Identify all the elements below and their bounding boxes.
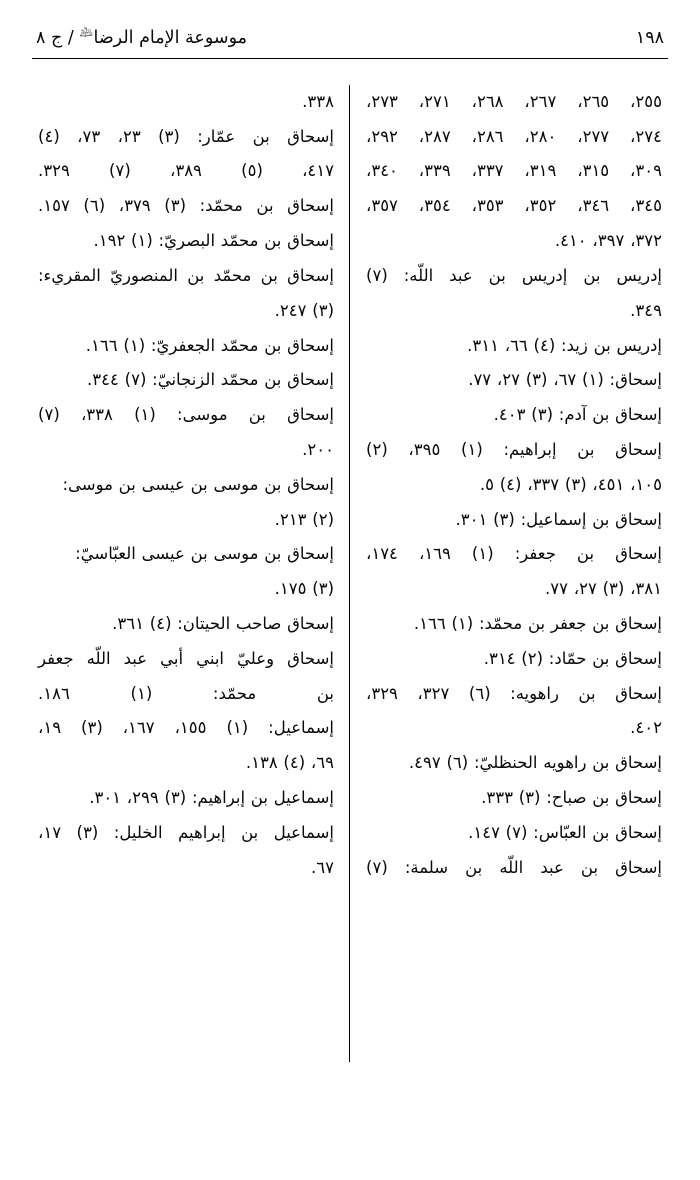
index-entry: إسحاق بن موسى بن عيسى العبّاسيّ: <box>75 544 334 564</box>
index-entry: إسحاق بن عبد اللّه بن سلمة: (٧) <box>366 857 662 877</box>
index-entry: ٣٨١، (٣) ٢٧، ٧٧. <box>545 579 662 599</box>
index-entry: إسحاق بن محمّد بن المنصوريّ المقريء: <box>38 265 334 285</box>
index-entry: إسحاق بن محمّد الزنجانيّ: (٧) ٣٤٤. <box>87 370 334 390</box>
index-entry: إسحاق بن صباح: (٣) ٣٣٣. <box>481 788 662 808</box>
index-entry: إسحاق بن آدم: (٣) ٤٠٣. <box>493 405 662 425</box>
index-entry: إسحاق بن محمّد: (٣) ٣٧٩، (٦) ١٥٧. <box>38 196 335 216</box>
index-body <box>28 85 672 1180</box>
index-entry: ٦٩، (٤) ١٣٨. <box>245 753 334 773</box>
index-entry-text: بن محمّد: (١) ١٨٦. <box>38 683 334 703</box>
index-entry: ٦٧. <box>311 857 334 877</box>
index-entry: إسماعيل بن إبراهيم الخليل: (٣) ١٧، <box>38 822 335 842</box>
index-entry: إسحاق بن جعفر بن محمّد: (١) ١٦٦. <box>413 614 662 634</box>
index-entry: ٤١٧، (٥) ٣٨٩، (٧) ٣٢٩. <box>38 161 334 181</box>
index-entry: إسحاق بن محمّد البصريّ: (١) ١٩٢. <box>93 231 334 251</box>
index-entry: إسحاق وعليّ ابني أبي عبد اللّه جعفر <box>38 648 334 668</box>
index-entry: ٣٣٨. <box>302 91 334 111</box>
index-entry: إسحاق: (١) ٦٧، (٣) ٢٧، ٧٧. <box>468 370 662 390</box>
index-entry: إسحاق بن حمّاد: (٢) ٣١٤. <box>483 648 662 668</box>
index-entry: إسحاق بن إسماعيل: (٣) ٣٠١. <box>455 509 662 529</box>
index-entry: إسحاق صاحب الحيتان: (٤) ٣٦١. <box>112 614 334 634</box>
index-entry: إسحاق بن موسى: (١) ٣٣٨، (٧) <box>38 405 334 425</box>
index-entry: إسحاق بن راهويه: (٦) ٣٢٧، ٣٢٩، <box>366 683 662 703</box>
column-right <box>350 85 662 1180</box>
index-entry: (٣) ٢٤٧. <box>274 300 334 320</box>
index-entry: ٢٠٠. <box>302 439 334 459</box>
book-title <box>36 26 247 48</box>
index-entry: إسحاق بن إبراهيم: (١) ٣٩٥، (٢) <box>366 439 662 459</box>
index-entry: ٣٠٩، ٣١٥، ٣١٩، ٣٣٧، ٣٣٩، ٣٤٠، <box>366 161 662 181</box>
index-entry: (٣) ١٧٥. <box>274 579 334 599</box>
index-entry: إسحاق بن موسى بن عيسى بن موسى: <box>62 474 334 494</box>
index-entry <box>38 677 334 711</box>
index-entry: إسحاق بن جعفر: (١) ١٦٩، ١٧٤، <box>366 544 663 564</box>
index-entry: إسحاق بن عمّار: (٣) ٢٣، ٧٣، (٤) <box>38 126 335 146</box>
index-entry: ٢٧٤، ٢٧٧، ٢٨٠، ٢٨٦، ٢٨٧، ٢٩٢، <box>366 126 662 146</box>
page-number: ١٩٨ <box>635 27 664 48</box>
index-entry: إسحاق بن العبّاس: (٧) ١٤٧. <box>468 822 662 842</box>
index-entry: ٢٥٥، ٢٦٥، ٢٦٧، ٢٦٨، ٢٧١، ٢٧٣، <box>366 91 662 111</box>
index-entry: ١٠٥، ٤٥١، (٣) ٣٣٧، (٤) ٥. <box>479 474 662 494</box>
index-entry: إدريس بن زيد: (٤) ٦٦، ٣١١. <box>467 335 662 355</box>
index-entry: ٤٠٢. <box>630 718 662 738</box>
header-divider <box>32 58 668 59</box>
index-entry: ٣٤٩. <box>630 300 662 320</box>
volume-label: / ج ٨ <box>36 27 80 48</box>
index-entry: إدريس بن إدريس بن عبد اللّه: (٧) <box>366 265 662 285</box>
index-entry: ٣٧٢، ٣٩٧، ٤١٠. <box>554 231 662 251</box>
index-entry: إسماعيل بن إبراهيم: (٣) ٢٩٩، ٣٠١. <box>89 788 334 808</box>
book-title-text: موسوعة الإمام الرضا <box>93 27 247 48</box>
page-header <box>28 22 672 56</box>
index-entry: إسحاق بن محمّد الجعفريّ: (١) ١٦٦. <box>85 335 334 355</box>
column-left <box>38 85 350 1180</box>
index-entry: إسحاق بن راهويه الحنظليّ: (٦) ٤٩٧. <box>408 753 662 773</box>
index-entry: إسماعيل: (١) ١٥٥، ١٦٧، (٣) ١٩، <box>38 718 335 738</box>
column-divider <box>349 85 350 1062</box>
index-entry: (٢) ٢١٣. <box>274 509 334 529</box>
index-entry: ٣٤٥، ٣٤٦، ٣٥٢، ٣٥٣، ٣٥٤، ٣٥٧، <box>366 196 662 216</box>
salawat-icon: ﵇ <box>79 26 94 39</box>
